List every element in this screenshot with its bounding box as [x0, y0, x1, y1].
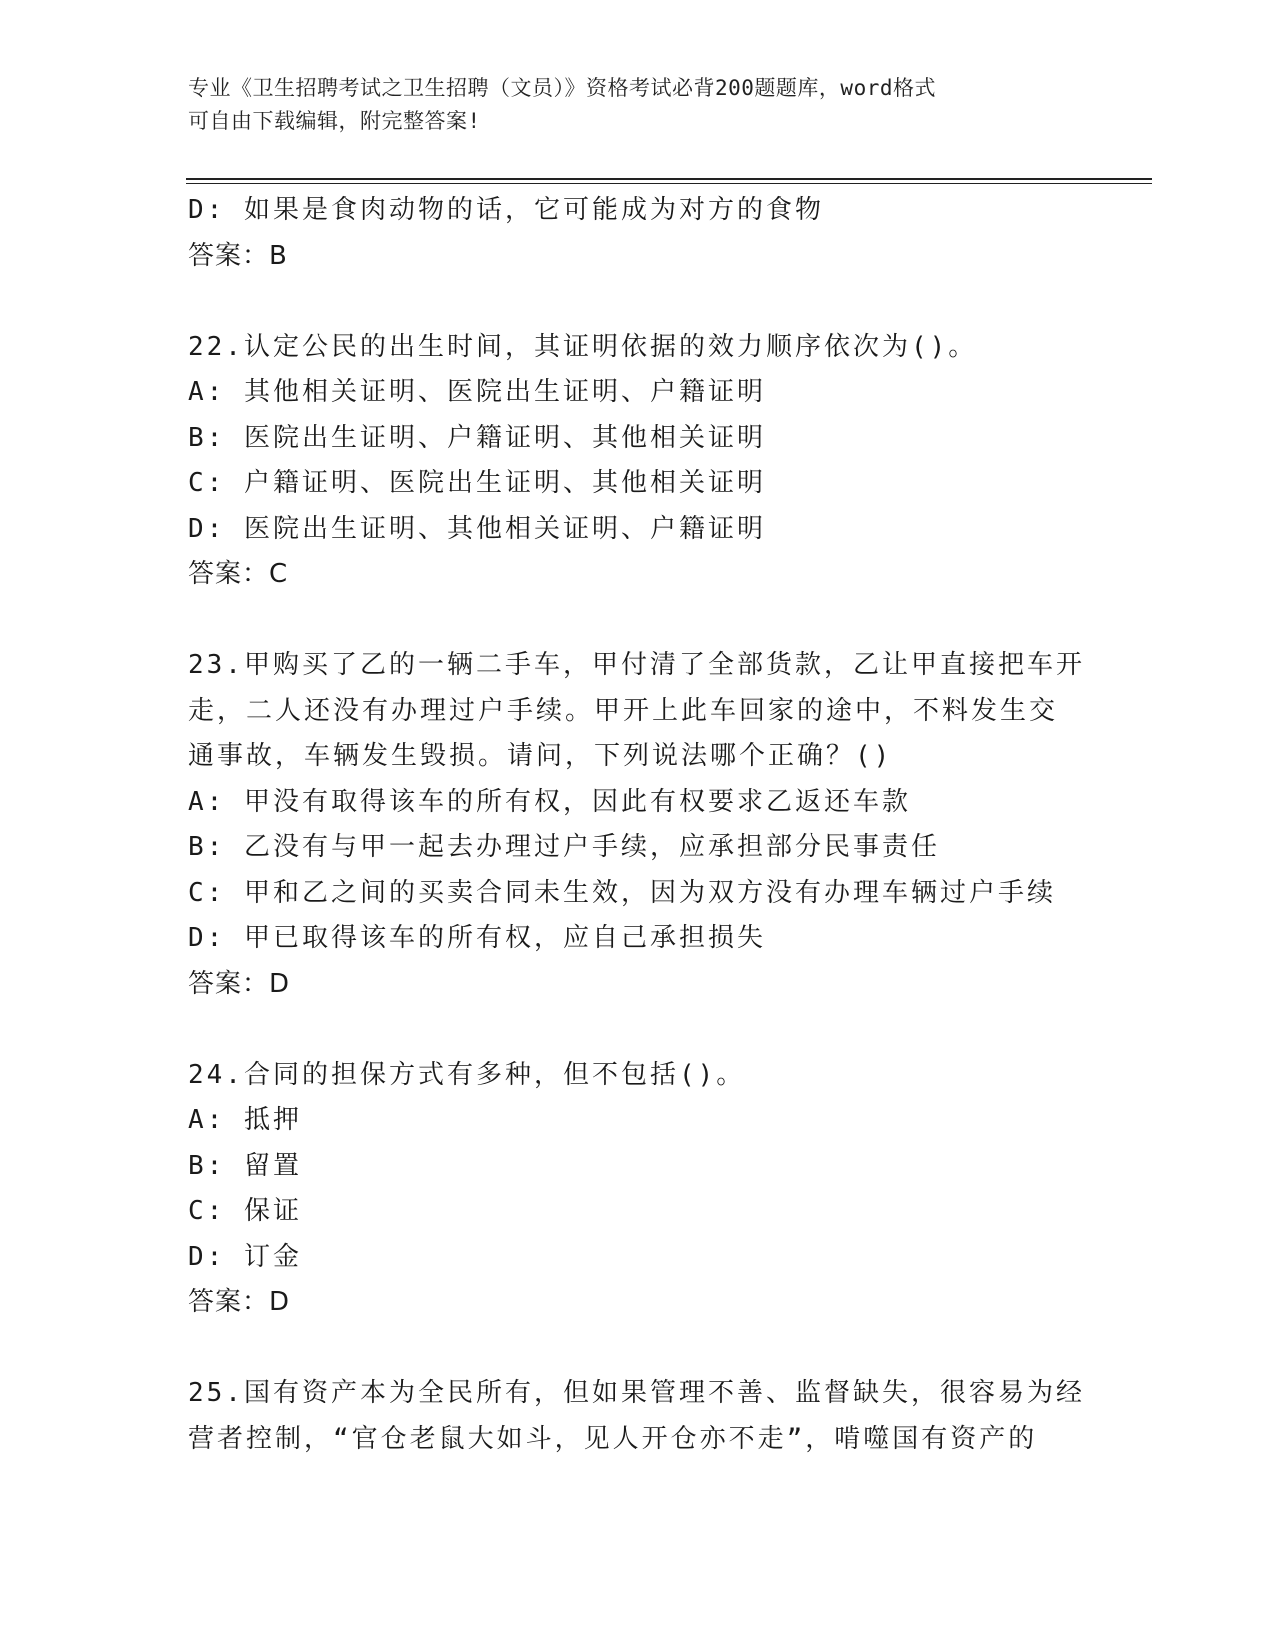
option-b: B: 留置	[188, 1150, 302, 1181]
spacer	[188, 1326, 1088, 1372]
answer: 答案：D	[188, 1287, 291, 1317]
option-c: C: 保证	[188, 1196, 302, 1226]
prev-answer: 答案：B	[188, 240, 288, 271]
option-a: A: 甲没有取得该车的所有权，因此有权要求乙返还车款	[188, 786, 911, 817]
header-divider-thin	[186, 183, 1152, 184]
option-d: D: 甲已取得该车的所有权，应自己承担损失	[188, 923, 766, 953]
question-22	[188, 325, 1088, 598]
spacer	[188, 1007, 1088, 1053]
question-stem: 23.甲购买了乙的一辆二手车，甲付清了全部货款，乙让甲直接把车开	[188, 650, 1085, 680]
spacer	[188, 598, 1088, 644]
question-content	[188, 188, 1088, 1462]
answer: 答案：C	[188, 559, 289, 589]
option-c: C: 户籍证明、医院出生证明、其他相关证明	[188, 468, 766, 498]
question-25	[188, 1371, 1088, 1462]
question-stem: 24.合同的担保方式有多种，但不包括()。	[188, 1059, 746, 1090]
option-d: D: 医院出生证明、其他相关证明、户籍证明	[188, 513, 766, 544]
option-c: C: 甲和乙之间的买卖合同未生效，因为双方没有办理车辆过户手续	[188, 877, 1056, 908]
option-d: D: 订金	[188, 1241, 302, 1272]
header-line-1: 专业《卫生招聘考试之卫生招聘（文员）》资格考试必背200题题库，word格式	[188, 76, 936, 100]
question-stem: 通事故，车辆发生毁损。请问，下列说法哪个正确？()	[188, 741, 893, 771]
option-a: A: 其他相关证明、医院出生证明、户籍证明	[188, 377, 766, 407]
option-a: A: 抵押	[188, 1105, 302, 1135]
prev-option-d: D: 如果是食肉动物的话，它可能成为对方的食物	[188, 195, 824, 225]
answer: 答案：D	[188, 968, 291, 999]
header-line-2: 可自由下载编辑，附完整答案!	[188, 109, 481, 133]
option-b: B: 医院出生证明、户籍证明、其他相关证明	[188, 422, 766, 453]
question-stem: 22.认定公民的出生时间，其证明依据的效力顺序依次为()。	[188, 331, 978, 362]
question-stem: 走，二人还没有办理过户手续。甲开上此车回家的途中，不料发生交	[188, 695, 1059, 726]
question-24	[188, 1053, 1088, 1326]
question-stem: 25.国有资产本为全民所有，但如果管理不善、监督缺失，很容易为经	[188, 1378, 1085, 1408]
spacer	[188, 279, 1088, 325]
question-23	[188, 643, 1088, 1007]
option-b: B: 乙没有与甲一起去办理过户手续，应承担部分民事责任	[188, 832, 940, 862]
document-header	[188, 72, 1088, 138]
header-divider-thick	[186, 178, 1152, 180]
question-stem: 营者控制，“官仓老鼠大如斗，见人开仓亦不走”，啃噬国有资产的	[188, 1423, 1038, 1454]
